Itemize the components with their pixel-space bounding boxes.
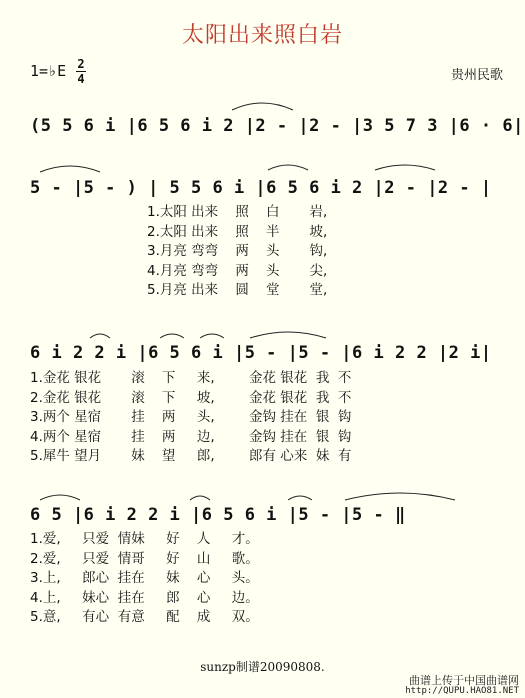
credit-text: sunzp制谱20090808. xyxy=(200,660,325,674)
lyric-line: 1.金花 银花 滚 下 来, 金花 银花 我 不 xyxy=(30,370,352,386)
lyric-line: 4.两个 星宿 挂 两 边, 金钩 挂在 银 钩 xyxy=(30,428,352,445)
notation-line-1: (5 5 6 i |6 5 6 i 2 |2 - |2 - |3 5 7 3 |6 · 6| xyxy=(30,116,524,136)
lyric-line: 2.爱, 只爱 情哥 好 山 歌。 xyxy=(30,550,259,567)
lyric-line: 1.太阳 出来 照 白 岩, xyxy=(147,204,328,220)
notation-line-4: 6 5 |6 i 2 2 i |6 5 6 i |5 - |5 - ‖ xyxy=(30,505,406,525)
lyric-line: 5.月亮 出来 圆 堂 堂, xyxy=(147,282,328,298)
lyrics-block-2 xyxy=(30,369,351,467)
song-origin: 贵州民歌 xyxy=(450,68,503,83)
lyric-line: 3.月亮 弯弯 两 头 钩, xyxy=(147,243,328,259)
lyric-line: 4.月亮 弯弯 两 头 尖, xyxy=(147,262,328,279)
lyrics-block-1 xyxy=(147,203,327,301)
lyric-line: 4.上, 妹心 挂在 郎 心 边。 xyxy=(30,589,259,606)
lyric-line: 2.金花 银花 滚 下 坡, 金花 银花 我 不 xyxy=(30,389,352,406)
watermark-text: 曲谱上传于中国曲谱网 xyxy=(409,674,519,687)
watermark-url: http://QUPU.HAO81.NET xyxy=(405,686,519,696)
lyric-line: 5.意, 有心 有意 配 成 双。 xyxy=(30,609,259,625)
lyric-line: 2.太阳 出来 照 半 坡, xyxy=(147,223,328,240)
time-signature-bottom: 4 xyxy=(77,72,85,86)
lyrics-block-3 xyxy=(30,530,259,628)
notation-line-2: 5 - |5 - ) | 5 5 6 i |6 5 6 i 2 |2 - |2 - | xyxy=(30,178,492,198)
song-title: 太阳出来照白岩 xyxy=(181,23,343,48)
time-signature-top: 2 xyxy=(77,57,85,71)
lyric-line: 3.上, 郎心 挂在 妹 心 头。 xyxy=(30,570,259,586)
lyric-line: 3.两个 星宿 挂 两 头, 金钩 挂在 银 钩 xyxy=(30,409,352,425)
notation-line-3: 6 i 2 2 i |6 5 6 i |5 - |5 - |6 i 2 2 |2 i| xyxy=(30,343,492,363)
lyric-line: 5.犀牛 望月 妹 望 郎, 郎有 心来 妹 有 xyxy=(30,448,352,464)
lyric-line: 1.爱, 只爱 情妹 好 人 才。 xyxy=(30,531,259,547)
key-signature: 1=♭E xyxy=(30,62,67,80)
